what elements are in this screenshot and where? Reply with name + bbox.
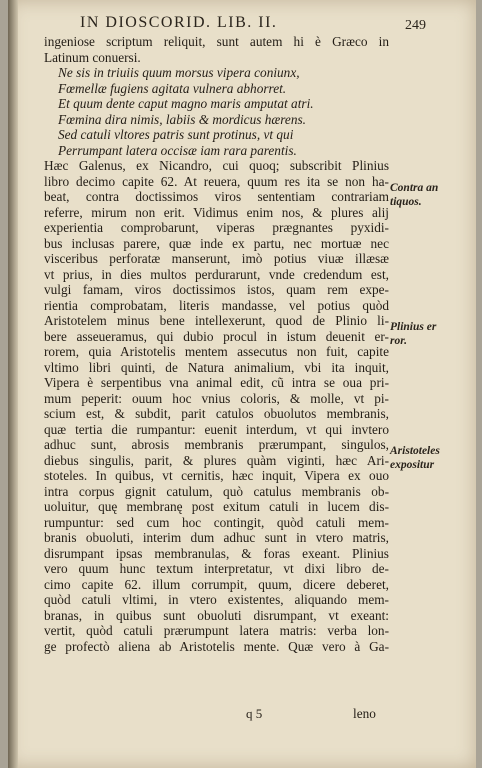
text-line: rumpuntur: sed cum hoc contingit, quòd catuli mem- — [44, 514, 389, 530]
text-line: rorem, quia Aristotelis mentem assecutus non fuit, capite — [44, 344, 389, 359]
margin-note-contra-antiquos: Contra an tiquos. — [390, 182, 439, 208]
text-line: bus inclusas parere, quæ inde ex partu, nec mortuæ nec — [44, 235, 389, 251]
text-line: beat, contra doctissimos viros sententiam contrariam — [44, 189, 389, 204]
text-line: experientia comprobarunt, viperas prægnantes pyxidi- — [44, 220, 389, 235]
text-line: vertit, quòd catuli prærumpunt latera matris: verba lon- — [44, 623, 389, 638]
text-line: intra corpus gignit catulum, quò catulus membranis ob- — [44, 483, 389, 499]
text-line: visceribus perforatæ manserunt, imò potius viuæ illæsæ — [44, 251, 389, 266]
text-line: referre, mirum non erit. Vidimus enim nos, & plures alij — [44, 204, 389, 220]
text-line: quæ tertia die rumpantur: euenit interdum, vt qui invtero — [44, 421, 389, 437]
book-page — [8, 0, 476, 768]
text-line: vulgi famam, viros doctissimos istos, quam rem expe- — [44, 282, 389, 297]
page-footer — [8, 706, 476, 726]
text-line: disrumpant ipsas membranulas, & foras exeant. Plinius — [44, 545, 389, 561]
text-line: vero quum hunc textum interpretatur, vt dixi libro de- — [44, 561, 389, 576]
text-line: mum peperit: ouum hoc vnius coloris, & molle, vt pi- — [44, 390, 389, 406]
text-line: bere asseueramus, qui dubio procul in istum deuenit er- — [44, 328, 389, 344]
catchword: leno — [353, 706, 376, 721]
text-line: Latinum conuersi. — [44, 49, 141, 65]
running-head: IN DIOSCORID. LIB. II. — [80, 14, 278, 31]
text-line: branas, in quibus sunt obuoluti disrumpant, vt exeant: — [44, 607, 389, 623]
signature-mark: q 5 — [246, 706, 263, 721]
text-line: ge profectò aliena ab Aristotelis mente. Quæ vero à Ga- — [44, 638, 389, 654]
page-number: 249 — [405, 18, 426, 33]
verse-line: Et quum dente caput magno maris amputat atri. — [58, 96, 314, 111]
text-line: ingeniose scriptum reliquit, sunt autem hi è Græco in — [44, 34, 389, 49]
text-line: Vipera è serpentibus vna animal edit, cũ intra se oua pri- — [44, 375, 389, 390]
margin-note-plinius-error: Plinius er ror. — [390, 321, 437, 347]
text-line: diebus singulis, parit, & plures quàm viginti, hæc Ari- — [44, 452, 389, 468]
verse-line: Fœmellæ fugiens agitata vulnera abhorret. — [58, 80, 287, 96]
verse-line: Sed catuli vltores patris sunt protinus, vt qui — [58, 127, 294, 142]
page-header — [80, 14, 410, 36]
text-line: Aristotelem minus bene intellexerunt, quod de Plinio li- — [44, 313, 389, 328]
text-line: scium est, & subdit, parit catulos obuolutos membranis, — [44, 406, 389, 421]
text-line: branis obuoluti, interim dum adhuc sunt in vtero matris, — [44, 530, 389, 545]
binding-gutter — [8, 0, 18, 768]
text-line: libro decimo capite 62. At reuera, quum res ita se non ha- — [44, 173, 389, 189]
main-text-column — [44, 34, 389, 654]
text-line: rientia comprobatam, literis mandasse, vel potius quòd — [44, 297, 389, 313]
text-line: adhuc sunt, abrosis membranis prærumpant, singulos, — [44, 437, 389, 452]
text-line: cimo capite 62. illum corrumpit, quum, dicere deberet, — [44, 576, 389, 592]
text-line: stoteles. In quibus, vt cernitis, hæc inquit, Vipera ex ouo — [44, 468, 389, 483]
text-line: quòd catuli vltimi, in vtero existentes, aliquando mem- — [44, 592, 389, 607]
text-line: vltimo libri quinti, de Natura animalium, vbi ita inquit, — [44, 359, 389, 375]
verse-line: Perrumpant latera occisæ iam rara parentis. — [58, 142, 297, 158]
verse-line: Fœmina dira nimis, labiis & mordicus hærens. — [58, 111, 306, 127]
verse-line: Ne sis in triuiis quum morsus vipera coniunx, — [58, 65, 300, 80]
margin-note-aristoteles-expositur: Aristoteles expositur — [390, 445, 440, 471]
text-line: Hæc Galenus, ex Nicandro, cui quoq; subscribit Plinius — [44, 158, 389, 173]
text-line: vt prius, in dies multos perdurarunt, vnde credendum est, — [44, 266, 389, 282]
text-line: uoluitur, quę membranę post exitum catuli in lucem dis- — [44, 499, 389, 514]
